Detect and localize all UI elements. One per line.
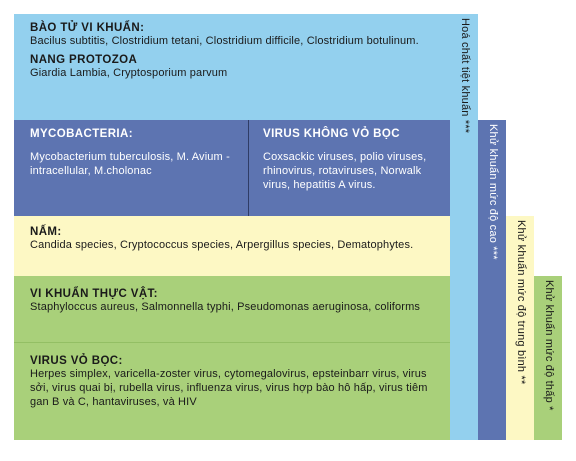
non-enveloped-virus-block [249,120,450,216]
intermediate-level-label: Khử khuẩn mức độ trung bình ** [515,220,527,385]
enveloped-virus-heading: VIRUS VỎ BỌC: [30,355,123,367]
intermediate-level-disinfection-bar [506,216,534,440]
vegetative-bacteria-block [14,276,450,342]
high-level-disinfection-bar [478,120,506,440]
fungi-block [14,216,450,276]
protozoa-text: Giardia Lambia, Cryptosporium parvum [30,67,228,79]
non-enveloped-virus-text: Coxsackic viruses, polio viruses, rhinovirus, rotaviruses, Norwalk virus, hepatitis A virus. [263,151,427,191]
low-level-disinfection-bar [534,276,562,440]
spores-block [14,14,450,120]
mycobacteria-text: Mycobacterium tuberculosis, M. Avium - intracellular, M.cholonac [30,151,230,177]
fungi-text: Candida species, Cryptococcus species, Arpergillus species, Dematophytes. [30,239,414,251]
high-level-label: Khử khuẩn mức độ cao *** [487,124,499,260]
vegetative-bacteria-heading: VI KHUẨN THỰC VẬT: [30,288,158,300]
sterilant-bar [450,14,478,440]
spores-text: Bacilus subtitis, Clostridium tetani, Clostridium difficile, Clostridium botulinum. [30,35,419,47]
enveloped-virus-text: Herpes simplex, varicella-zoster virus, cytomegalovirus, epsteinbarr virus, virus sởi, virus quai bị, rubella virus, influenza virus, virus hợp bào hô hấp, virus tiêm gan B và C, hantaviruses, và HIV [30,368,428,408]
enveloped-virus-block [14,342,450,440]
low-level-label: Khử khuẩn mức độ thấp * [543,280,555,411]
vegetative-bacteria-text: Staphyloccus aureus, Salmonnella typhi, Pseudomonas aeruginosa, coliforms [30,301,421,313]
mycobacteria-block [14,120,249,216]
mycobacteria-heading: MYCOBACTERIA: [30,128,133,140]
protozoa-heading: NANG PROTOZOA [30,54,138,66]
non-enveloped-virus-heading: VIRUS KHÔNG VỎ BỌC [263,128,400,140]
spores-heading: BÀO TỬ VI KHUẨN: [30,22,145,34]
sterilant-label: Hoá chất tiệt khuẩn *** [459,18,471,134]
fungi-heading: NẤM: [30,226,62,238]
